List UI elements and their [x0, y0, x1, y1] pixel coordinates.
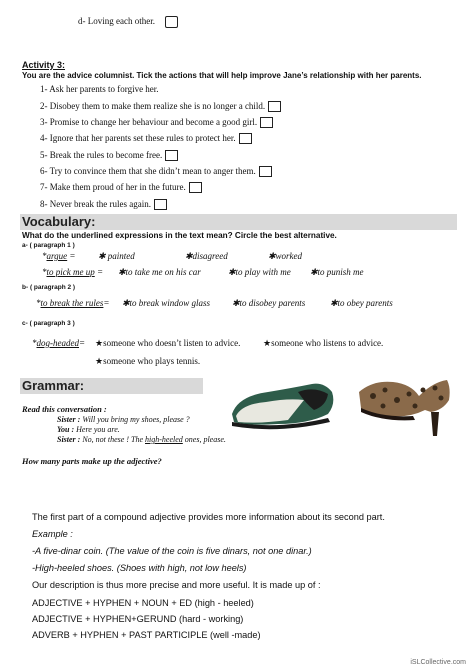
- speaker: Sister :: [57, 435, 81, 444]
- dialogue-underlined: high-heeled: [145, 435, 183, 444]
- paragraph-label-a: a- ( paragraph 1 ): [22, 242, 75, 249]
- dialogue-line: [57, 435, 226, 444]
- checkbox[interactable]: [268, 101, 281, 112]
- vocab-option[interactable]: [232, 298, 305, 309]
- paragraph-label-b: b- ( paragraph 2 ): [22, 284, 76, 291]
- activity3-item: [40, 84, 159, 94]
- site-watermark: iSLCollective.com: [410, 659, 466, 666]
- activity3-item: [40, 166, 272, 177]
- star-icon: *: [36, 298, 41, 308]
- activity3-item-text: 5- Break the rules to become free.: [40, 150, 163, 160]
- vocab-row-c: *dog-headed=: [32, 338, 86, 348]
- vocabulary-title: Vocabulary:: [22, 214, 96, 229]
- star-icon: ✱: [310, 267, 318, 277]
- activity3-item-text: 4- Ignore that her parents set these rules to protect her.: [40, 133, 236, 143]
- checkbox[interactable]: [154, 199, 167, 210]
- activity3-item-text: 3- Promise to change her behaviour and become a good girl.: [40, 117, 258, 127]
- vocab-option[interactable]: [118, 267, 201, 278]
- vocab-row-b: *to break the rules=: [36, 298, 110, 308]
- vocab-option[interactable]: [185, 251, 228, 262]
- checkbox[interactable]: [189, 182, 202, 193]
- activity3-item-text: 6- Try to convince them that she didn’t mean to anger them.: [40, 166, 256, 176]
- vocab-option[interactable]: [263, 338, 383, 349]
- flat-shoe-image: [228, 370, 340, 432]
- option-d-text: d- Loving each other.: [78, 16, 155, 27]
- star-icon: ✱: [330, 298, 338, 308]
- dialogue-text: No, not these ! The: [82, 435, 144, 444]
- dialogue-line: [57, 425, 120, 434]
- star-icon: ★: [95, 356, 104, 366]
- vocab-term: to pick me up: [46, 267, 95, 277]
- star-icon: ★: [263, 338, 272, 348]
- example-line: -A five-dinar coin. (The value of the coin is five dinars, not one dinar.): [32, 546, 312, 556]
- vocab-option-text: to punish me: [317, 267, 364, 277]
- activity3-item: [40, 133, 252, 144]
- vocab-option[interactable]: [98, 251, 135, 262]
- vocab-option-text: painted: [107, 251, 135, 261]
- star-icon: ★: [95, 338, 104, 348]
- star-icon: ✱: [122, 298, 130, 308]
- speaker: You :: [57, 425, 75, 434]
- grammar-title: Grammar:: [22, 378, 85, 393]
- grammar-explain: The first part of a compound adjective provides more information about its second part.: [32, 512, 385, 522]
- rule-line: ADJECTIVE + HYPHEN + NOUN + ED (high - heeled): [32, 598, 254, 608]
- vocab-option-text: worked: [275, 251, 303, 261]
- star-icon: ✱: [268, 251, 276, 261]
- checkbox[interactable]: [259, 166, 272, 177]
- vocab-option-text: someone who doesn’t listen to advice.: [103, 338, 241, 348]
- star-icon: ✱: [232, 298, 240, 308]
- dialogue-text: ones, please.: [184, 435, 226, 444]
- activity3-title: Activity 3:: [22, 60, 66, 70]
- activity3-item-text: 8- Never break the rules again.: [40, 199, 151, 209]
- vocab-option-text: to disobey parents: [239, 298, 306, 308]
- activity3-item-text: 7- Make them proud of her in the future.: [40, 182, 186, 192]
- rule-line: ADVERB + HYPHEN + PAST PARTICIPLE (well -made): [32, 630, 261, 640]
- star-icon: ✱: [118, 267, 126, 277]
- paragraph-label-c: c- ( paragraph 3 ): [22, 320, 75, 327]
- star-icon: *: [42, 251, 47, 261]
- dialogue-text: Will you bring my shoes, please ?: [82, 415, 190, 424]
- vocab-option[interactable]: [268, 251, 302, 262]
- rule-line: ADJECTIVE + HYPHEN+GERUND (hard - working): [32, 614, 244, 624]
- checkbox[interactable]: [239, 133, 252, 144]
- grammar-read-label: Read this conversation :: [22, 404, 107, 414]
- grammar-description: Our description is thus more precise and more useful. It is made up of :: [32, 580, 321, 590]
- star-icon: *: [42, 267, 47, 277]
- vocab-option[interactable]: [310, 267, 364, 278]
- activity3-item: [40, 101, 281, 112]
- vocab-option-text: to play with me: [235, 267, 291, 277]
- option-d: [78, 16, 178, 28]
- activity3-item-text: 1- Ask her parents to forgive her.: [40, 84, 159, 94]
- activity3-instruction: You are the advice columnist. Tick the actions that will help improve Jane’s relationship with her parents.: [22, 71, 422, 80]
- activity3-item: [40, 150, 178, 161]
- example-line: -High-heeled shoes. (Shoes with high, not low heels): [32, 563, 247, 573]
- vocab-option-text: someone who plays tennis.: [103, 356, 201, 366]
- dialogue-text: Here you are.: [76, 425, 120, 434]
- star-icon: ✱: [98, 251, 106, 261]
- vocab-option[interactable]: [95, 356, 200, 367]
- activity3-item: [40, 199, 167, 210]
- vocabulary-instruction: What do the underlined expressions in the text mean? Circle the best alternative.: [22, 231, 337, 240]
- activity3-item: [40, 182, 202, 193]
- vocab-option-text: to take me on his car: [125, 267, 201, 277]
- checkbox[interactable]: [165, 150, 178, 161]
- dialogue-line: [57, 415, 190, 424]
- star-icon: ✱: [228, 267, 236, 277]
- vocab-option-text: someone who listens to advice.: [271, 338, 384, 348]
- checkbox[interactable]: [165, 16, 178, 28]
- vocab-option[interactable]: [330, 298, 393, 309]
- star-icon: *: [32, 338, 37, 348]
- vocab-row-a2: *to pick me up =: [42, 267, 104, 277]
- vocab-option-text: to obey parents: [337, 298, 393, 308]
- activity3-item-text: 2- Disobey them to make them realize she is no longer a child.: [40, 101, 266, 111]
- vocab-option-text: to break window glass: [129, 298, 210, 308]
- vocab-option[interactable]: [122, 298, 210, 309]
- vocab-row-a1: *argue =: [42, 251, 76, 261]
- vocab-term: dog-headed: [36, 338, 79, 348]
- speaker: Sister :: [57, 415, 81, 424]
- high-heeled-shoe-image: [353, 366, 453, 438]
- vocab-option[interactable]: [228, 267, 291, 278]
- activity3-item: [40, 117, 273, 128]
- star-icon: ✱: [185, 251, 193, 261]
- vocab-option-text: disagreed: [192, 251, 228, 261]
- example-label: Example :: [32, 529, 73, 539]
- vocab-term: to break the rules: [40, 298, 104, 308]
- grammar-question: How many parts make up the adjective?: [22, 456, 162, 466]
- vocab-option[interactable]: [95, 338, 240, 349]
- vocab-term: argue: [46, 251, 68, 261]
- checkbox[interactable]: [260, 117, 273, 128]
